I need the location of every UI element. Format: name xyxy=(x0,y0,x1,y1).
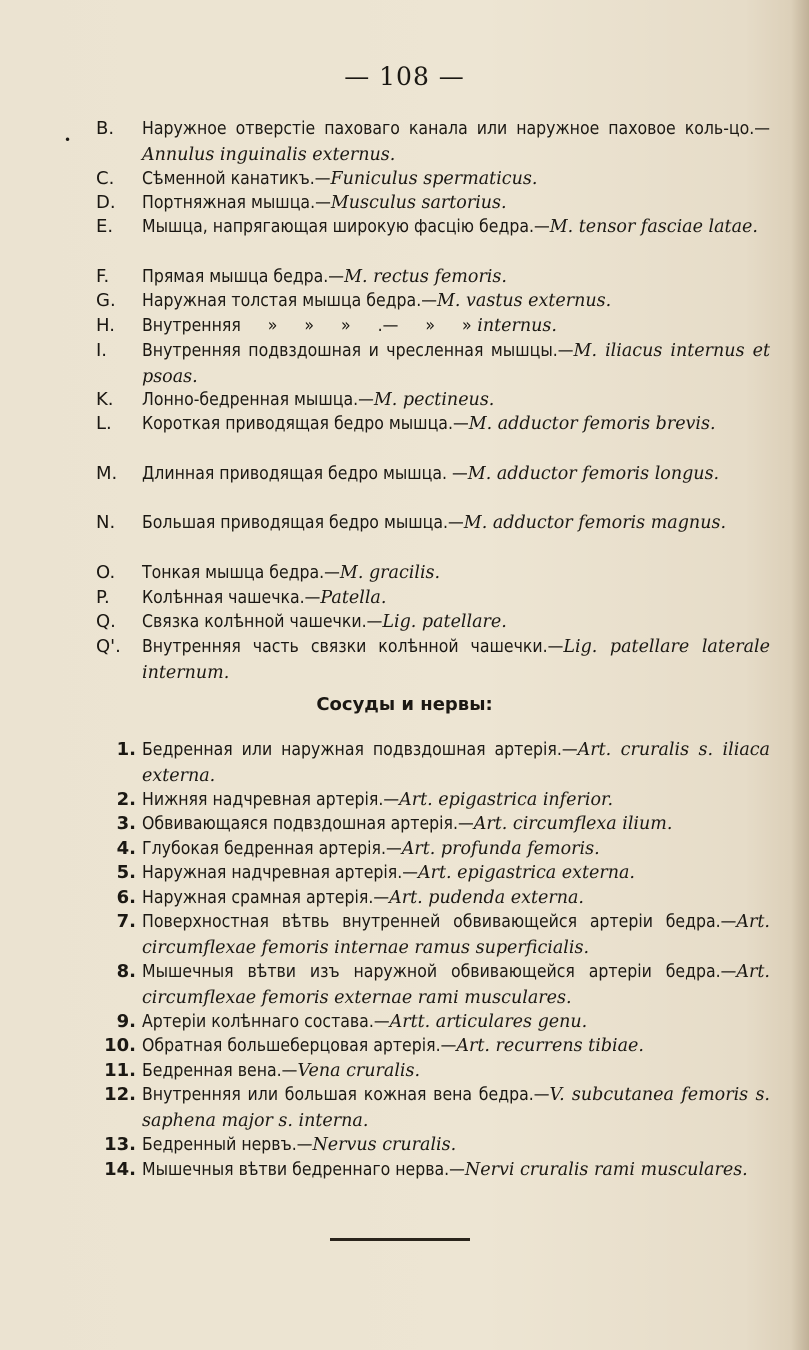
page-edge-shadow xyxy=(791,0,809,1350)
item-key: D. xyxy=(96,192,116,213)
item-text: Поверхностная вѣтвь внутренней обвивающейся артеріи бедра.—Art. circumflexae femoris internae ramus superficialis. xyxy=(142,912,770,958)
item-key: I. xyxy=(96,340,108,361)
item-text: Мышечныя вѣтви изъ наружной обвивающейся артеріи бедра.—Art. circumflexae femoris externae rami musculares. xyxy=(142,962,770,1008)
item-text: Нижняя надчревная артерія.—Art. epigastrica inferior. xyxy=(142,790,614,810)
item-text: Внутренняя или большая кожная вена бедра.—V. subcutanea femoris s. saphena major s. interna. xyxy=(142,1085,770,1131)
item-key: G. xyxy=(96,290,116,311)
item-number: 2. xyxy=(116,789,136,810)
item-text: Внутренняя подвздошная и чресленная мышцы.—M. iliacus internus et psoas. xyxy=(142,341,770,387)
item-key: M. xyxy=(96,463,118,484)
item-text: Длинная приводящая бедро мышца. —M. adductor femoris longus. xyxy=(142,464,720,484)
item-number: 6. xyxy=(116,887,136,908)
item-text: Артеріи колѣннаго состава.—Artt. articulares genu. xyxy=(142,1012,588,1032)
item-key: L. xyxy=(96,413,112,434)
item-text: Сѣменной канатикъ.—Funiculus spermaticus. xyxy=(142,169,538,189)
page-number: — 108 — xyxy=(344,62,465,91)
item-key: O. xyxy=(96,562,116,583)
item-text: Бедренная вена.—Vena cruralis. xyxy=(142,1061,421,1081)
item-key: C. xyxy=(96,168,115,189)
item-number: 10. xyxy=(104,1035,136,1056)
item-number: 8. xyxy=(116,961,136,982)
item-text: Наружная толстая мышца бедра.—M. vastus externus. xyxy=(142,291,612,311)
item-text: Прямая мышца бедра.—M. rectus femoris. xyxy=(142,267,507,287)
item-number: 9. xyxy=(116,1011,136,1032)
section-title: Сосуды и нервы: xyxy=(316,694,493,715)
item-text: Колѣнная чашечка.—Patella. xyxy=(142,588,387,608)
item-text: Тонкая мышца бедра.—M. gracilis. xyxy=(142,563,441,583)
item-number: 1. xyxy=(116,739,136,760)
item-text: Наружная надчревная артерія.—Art. epigastrica externa. xyxy=(142,863,635,883)
item-key: F. xyxy=(96,266,110,287)
item-text: Внутренняя часть связки колѣнной чашечки.—Lig. patellare laterale internum. xyxy=(142,637,770,683)
item-text: Лонно-бедренная мышца.—M. pectineus. xyxy=(142,390,495,410)
item-key: K. xyxy=(96,389,114,410)
item-key: H. xyxy=(96,315,115,336)
item-text: Короткая приводящая бедро мышца.—M. adductor femoris brevis. xyxy=(142,414,716,434)
item-key: P. xyxy=(96,587,110,608)
margin-dot: • xyxy=(64,133,72,147)
item-text: Обратная большеберцовая артерія.—Art. recurrens tibiae. xyxy=(142,1036,644,1056)
item-text: Бедренная или наружная подвздошная артерія.—Art. cruralis s. iliaca externa. xyxy=(142,740,770,786)
item-number: 4. xyxy=(116,838,136,859)
item-key: B. xyxy=(96,118,115,139)
item-number: 14. xyxy=(104,1159,136,1180)
item-number: 5. xyxy=(116,862,136,883)
item-number: 11. xyxy=(104,1060,136,1081)
item-number: 13. xyxy=(104,1134,136,1155)
item-text: Наружное отверстіе паховаго канала или наружное паховое коль-цо.—Annulus inguinalis externus. xyxy=(142,119,770,165)
end-rule xyxy=(330,1238,470,1241)
item-key: E. xyxy=(96,216,114,237)
item-text: Внутренняя » » » .— » » internus. xyxy=(142,316,557,336)
item-text: Бедренный нервъ.—Nervus cruralis. xyxy=(142,1135,457,1155)
item-text: Мышца, напрягающая широкую фасцію бедра.—M. tensor fasciae latae. xyxy=(142,217,758,237)
item-number: 3. xyxy=(116,813,136,834)
item-key: N. xyxy=(96,512,116,533)
item-text: Связка колѣнной чашечки.—Lig. patellare. xyxy=(142,612,507,632)
item-text: Обвивающаяся подвздошная артерія.—Art. circumflexa ilium. xyxy=(142,814,673,834)
item-text: Мышечныя вѣтви бедреннаго нерва.—Nervi cruralis rami musculares. xyxy=(142,1160,748,1180)
item-text: Большая приводящая бедро мышца.—M. adductor femoris magnus. xyxy=(142,513,727,533)
item-number: 7. xyxy=(116,911,136,932)
item-text: Портняжная мышца.—Musculus sartorius. xyxy=(142,193,507,213)
item-key: Q'. xyxy=(96,636,121,657)
item-text: Наружная срамная артерія.—Art. pudenda externa. xyxy=(142,888,584,908)
item-text: Глубокая бедренная артерія.—Art. profunda femoris. xyxy=(142,839,600,859)
item-number: 12. xyxy=(104,1084,136,1105)
item-key: Q. xyxy=(96,611,116,632)
